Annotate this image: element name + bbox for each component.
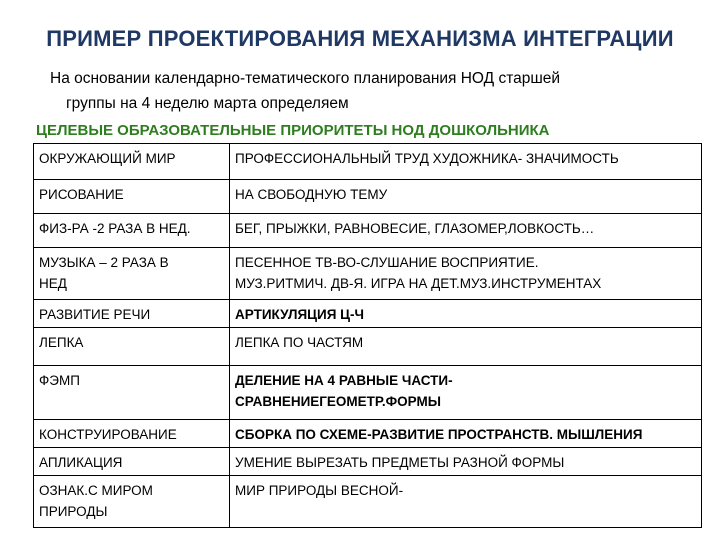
area-cell: РАЗВИТИЕ РЕЧИ [34,300,230,328]
table-row [34,328,702,366]
content-cell: АРТИКУЛЯЦИЯ Ц-Ч [230,300,702,328]
area-cell: РИСОВАНИЕ [34,180,230,214]
content-cell: УМЕНИЕ ВЫРЕЗАТЬ ПРЕДМЕТЫ РАЗНОЙ ФОРМЫ [230,448,702,476]
intro-line-2: группы на 4 неделю марта определяем [66,95,349,112]
area-cell: КОНСТРУИРОВАНИЕ [34,420,230,448]
content-cell: ЛЕПКА ПО ЧАСТЯМ [230,328,702,366]
table-row [34,248,702,300]
area-cell: ЛЕПКА [34,328,230,366]
content-cell: СБОРКА ПО СХЕМЕ-РАЗВИТИЕ ПРОСТРАНСТВ. МЫШЛЕНИЯ [230,420,702,448]
intro-text [50,66,690,116]
page-title: ПРИМЕР ПРОЕКТИРОВАНИЯ МЕХАНИЗМА ИНТЕГРАЦИИ [46,26,674,51]
content-cell: ПРОФЕССИОНАЛЬНЫЙ ТРУД ХУДОЖНИКА- ЗНАЧИМОСТЬ [230,144,702,180]
table-row [34,420,702,448]
table-row [34,144,702,180]
area-cell: ФИЗ-РА -2 РАЗА В НЕД. [34,214,230,248]
content-cell: ПЕСЕННОЕ ТВ-ВО-СЛУШАНИЕ ВОСПРИЯТИЕ. МУЗ.РИТМИЧ. ДВ-Я. ИГРА НА ДЕТ.МУЗ.ИНСТРУМЕНТАХ [230,248,702,300]
table-row [34,448,702,476]
area-cell: ОКРУЖАЮЩИЙ МИР [34,144,230,180]
content-cell: НА СВОБОДНУЮ ТЕМУ [230,180,702,214]
content-cell: МИР ПРИРОДЫ ВЕСНОЙ- [230,476,702,528]
content-cell: ДЕЛЕНИЕ НА 4 РАВНЫЕ ЧАСТИ- СРАВНЕНИЕГЕОМЕТР.ФОРМЫ [230,366,702,420]
content-cell: БЕГ, ПРЫЖКИ, РАВНОВЕСИЕ, ГЛАЗОМЕР,ЛОВКОСТЬ… [230,214,702,248]
table-row [34,180,702,214]
table-row [34,300,702,328]
area-cell: ФЭМП [34,366,230,420]
table-row [34,366,702,420]
priorities-heading: ЦЕЛЕВЫЕ ОБРАЗОВАТЕЛЬНЫЕ ПРИОРИТЕТЫ НОД ДОШКОЛЬНИКА [36,122,550,139]
area-cell: МУЗЫКА – 2 РАЗА В НЕД [34,248,230,300]
intro-line-1: На основании календарно-тематического планирования НОД старшей [50,70,561,87]
integration-table [33,143,702,528]
table-row [34,214,702,248]
table-row [34,476,702,528]
area-cell: АПЛИКАЦИЯ [34,448,230,476]
area-cell: ОЗНАК.С МИРОМ ПРИРОДЫ [34,476,230,528]
